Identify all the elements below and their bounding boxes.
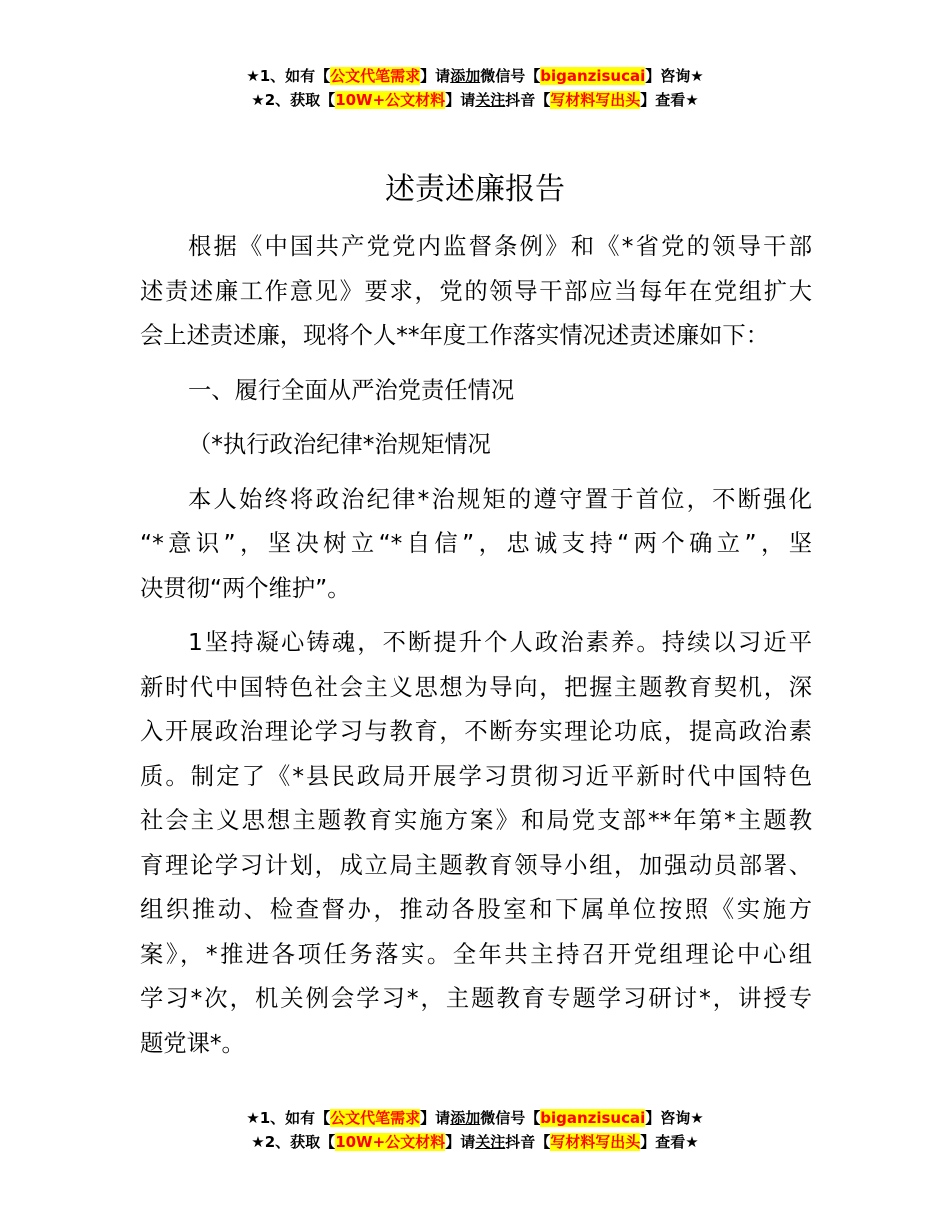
header-banner [0, 64, 950, 112]
banner-line-1: ★1、如有【公文代笔需求】请添加微信号【biganzisucai】咨询★ [246, 67, 704, 85]
banner-line-2: ★2、获取【10W+公文材料】请关注抖音【写材料写出头】查看★ [251, 1133, 699, 1151]
document-body [140, 225, 812, 1076]
banner-line-2: ★2、获取【10W+公文材料】请关注抖音【写材料写出头】查看★ [251, 91, 699, 109]
banner-line-1: ★1、如有【公文代笔需求】请添加微信号【biganzisucai】咨询★ [246, 1109, 704, 1127]
body-paragraph: 本人始终将政治纪律*治规矩的遵守置于首位，不断强化 “*意识”，坚决树立“*自信”，忠诚支持“两个确立”，坚 决贯彻“两个维护”。 [140, 485, 812, 602]
body-paragraph: 1坚持凝心铸魂，不断提升个人政治素养。持续以习近平 新时代中国特色社会主义思想为导向，把握主题教育契机，深 入开展政治理论学习与教育，不断夯实理论功底，提高政治素 质。制定了《*县民政局开展学习贯彻习近平新时代中国特色 社会主义思想主题教育实施方案》和局党支部**年第*主题教 育理论学习计划，成立局主题教育领导小组，加强动员部署、 组织推动、检查督办，推动各股室和下属单位按照《实施方 案》，*推进各项任务落实。全年共主持召开党组理论中心组 学习*次，机关例会学习*，主题教育专题学习研讨*，讲授专 题党课*。 [140, 629, 812, 1057]
footer-banner [0, 1106, 950, 1154]
banner-highlight: 写材料写出头 [550, 1133, 641, 1151]
banner-highlight: 公文代笔需求 [330, 1109, 421, 1127]
banner-highlight: 10W+公文材料 [335, 91, 446, 109]
banner-highlight: 公文代笔需求 [330, 67, 421, 85]
banner-highlight: 写材料写出头 [550, 91, 641, 109]
banner-highlight: biganzisucai [540, 67, 646, 85]
banner-highlight: 10W+公文材料 [335, 1133, 446, 1151]
subsection-heading: （*执行政治纪律*治规矩情况 [188, 431, 491, 458]
section-heading: 一、履行全面从严治党责任情况 [188, 376, 515, 404]
banner-highlight: biganzisucai [540, 1109, 646, 1127]
intro-paragraph: 根据《中国共产党党内监督条例》和《*省党的领导干部 述责述廉工作意见》要求，党的领导干部应当每年在党组扩大 会上述责述廉，现将个人**年度工作落实情况述责述廉如下： [140, 233, 812, 349]
document-title: 述责述廉报告 [385, 172, 565, 207]
